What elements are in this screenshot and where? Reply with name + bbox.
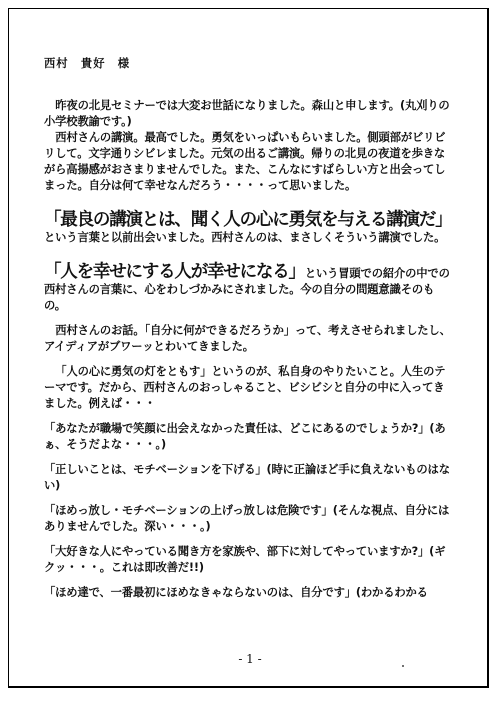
paragraph-theme: 「人の心に勇気の灯をともす」というのが、私自身のやりたいこと。人生のテーマです。だから、西村さんのおっしゃること、ビシビシと自分の中に入ってきました。例えば・・・ xyxy=(44,365,446,410)
quote-praise-danger: 「ほめっ放し・モチベーションの上げっ放しは危険です」(そんな視点、自分にはありませんでした。深い・・・。) xyxy=(44,504,450,533)
scan-speck xyxy=(402,665,404,667)
paragraph-happiness xyxy=(44,264,454,314)
paragraph-talk: 西村さんのお話。「自分に何ができるだろうか」って、考えさせられましたし、アイディアがブワーッとわいてきました。 xyxy=(44,324,451,353)
paragraph-best-lecture-text: という言葉と以前出会いました。西村さんのは、まさしくそういう講演でした。 xyxy=(44,231,446,244)
quote-correctness: 「正しいことは、モチベーションを下げる」(時に正論ほど手に負えないものはない) xyxy=(44,463,450,492)
highlight-quote-best-lecture: 「最良の講演とは、聞く人の心に勇気を与える講演だ」 xyxy=(44,210,452,230)
paragraph-best-lecture xyxy=(44,212,454,246)
paragraph-impression: 西村さんの講演。最高でした。勇気をいっぱいもらいました。側頭部がビリビリして。文字通りシビレました。元気の出るご講演。帰りの北見の夜道を歩きながら高揚感がおさまりませんでした。また、こんなにすばらしい方と出会ってしまった。自分は何て幸せなんだろう・・・・って思いました。 xyxy=(44,131,446,192)
paragraph-happiness-text: という冒頭での紹介の中での西村さんの言葉に、心をわしづかみにされました。今の自分の問題意識そのもの。 xyxy=(44,267,450,312)
highlight-quote-happiness: 「人を幸せにする人が幸せになる」 xyxy=(44,262,305,282)
quote-praise-self: 「ほめ達で、一番最初にほめなきゃならないのは、自分です」(わかるわかる xyxy=(44,586,428,599)
paragraph-greeting: 昨夜の北見セミナーでは大変お世話になりました。森山と申します。(丸刈りの小学校教諭です。) xyxy=(44,99,450,128)
quote-listening: 「大好きな人にやっている聞き方を家族や、部下に対してやっていますか?」(ギクッ・・・。これは即改善だ!!) xyxy=(44,545,446,574)
addressee: 西村 貴好 様 xyxy=(44,57,131,70)
quote-responsibility: 「あなたが職場で笑顔に出会えなかった責任は、どこにあるのでしょうか?」(あぁ、そうだよな・・・。) xyxy=(44,422,446,451)
letter-body xyxy=(44,56,454,601)
page-number: - 1 - xyxy=(238,652,262,666)
